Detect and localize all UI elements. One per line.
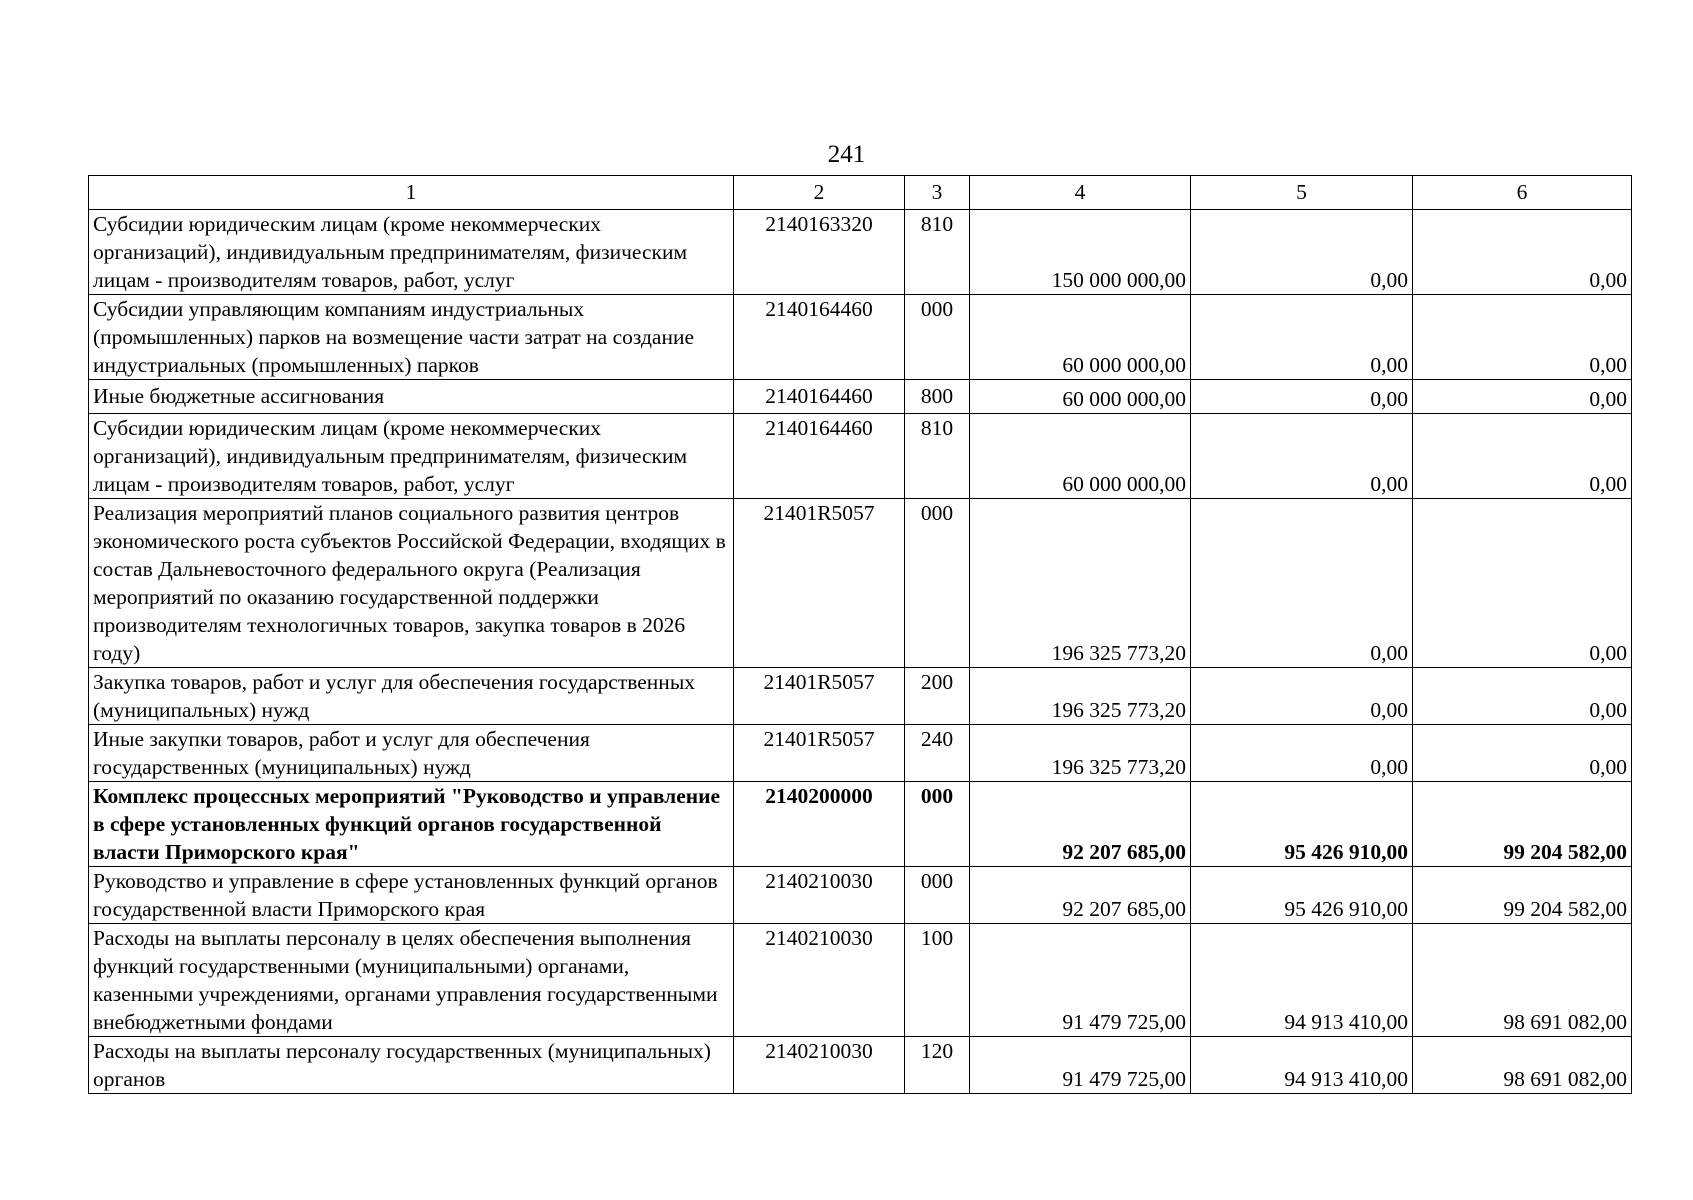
page-number: 241 (827, 141, 866, 168)
column-header-6: 6 (1413, 176, 1632, 210)
column-header-2: 2 (734, 176, 905, 210)
row-amount-col6: 0,00 (1413, 380, 1632, 414)
table-row (89, 380, 1632, 414)
table-row (89, 867, 1632, 924)
row-expense-type: 000 (905, 295, 970, 380)
row-amount-col6: 0,00 (1413, 668, 1632, 725)
row-amount-col4: 150 000 000,00 (970, 210, 1191, 295)
table-row (89, 414, 1632, 499)
row-expense-type: 240 (905, 725, 970, 782)
row-amount-col6: 0,00 (1413, 295, 1632, 380)
row-target-code: 2140210030 (734, 924, 905, 1037)
row-target-code: 2140164460 (734, 380, 905, 414)
row-amount-col5: 0,00 (1191, 725, 1413, 782)
table-row (89, 210, 1632, 295)
row-amount-col4: 60 000 000,00 (970, 295, 1191, 380)
row-amount-col5: 95 426 910,00 (1191, 867, 1413, 924)
row-expense-type: 810 (905, 210, 970, 295)
row-expense-type: 200 (905, 668, 970, 725)
row-amount-col4: 60 000 000,00 (970, 380, 1191, 414)
row-description: Реализация мероприятий планов социального развития центров экономического роста субъектов Российской Федерации, входящих в состав Дальневосточного федерального округа (Реализация мероприятий по оказанию государственной поддержки производителям технологичных товаров, закупка товаров в 2026 году) (89, 499, 734, 668)
row-target-code: 2140200000 (734, 782, 905, 867)
row-amount-col4: 196 325 773,20 (970, 725, 1191, 782)
table-row (89, 295, 1632, 380)
row-expense-type: 000 (905, 782, 970, 867)
row-description: Иные бюджетные ассигнования (89, 380, 734, 414)
column-header-5: 5 (1191, 176, 1413, 210)
row-description: Руководство и управление в сфере установленных функций органов государственной власти Приморского края (89, 867, 734, 924)
row-target-code: 21401R5057 (734, 725, 905, 782)
row-amount-col5: 94 913 410,00 (1191, 1037, 1413, 1094)
row-amount-col5: 0,00 (1191, 414, 1413, 499)
row-description: Субсидии юридическим лицам (кроме некоммерческих организаций), индивидуальным предпринимателям, физическим лицам - производителям товаров, работ, услуг (89, 210, 734, 295)
row-target-code: 2140210030 (734, 1037, 905, 1094)
row-amount-col4: 92 207 685,00 (970, 782, 1191, 867)
row-amount-col5: 0,00 (1191, 380, 1413, 414)
row-target-code: 2140210030 (734, 867, 905, 924)
table-row (89, 499, 1632, 668)
row-target-code: 21401R5057 (734, 668, 905, 725)
row-amount-col6: 98 691 082,00 (1413, 924, 1632, 1037)
row-amount-col4: 196 325 773,20 (970, 668, 1191, 725)
row-description: Иные закупки товаров, работ и услуг для обеспечения государственных (муниципальных) нужд (89, 725, 734, 782)
row-description: Расходы на выплаты персоналу в целях обеспечения выполнения функций государственными (муниципальными) органами, казенными учреждениями, органами управления государственными внебюджетными фондами (89, 924, 734, 1037)
row-description: Комплекс процессных мероприятий "Руководство и управление в сфере установленных функций органов государственной власти Приморского края" (89, 782, 734, 867)
row-target-code: 2140164460 (734, 295, 905, 380)
row-expense-type: 800 (905, 380, 970, 414)
row-expense-type: 100 (905, 924, 970, 1037)
table-row (89, 1037, 1632, 1094)
row-target-code: 2140163320 (734, 210, 905, 295)
row-amount-col6: 99 204 582,00 (1413, 782, 1632, 867)
table-row-section (89, 782, 1632, 867)
row-amount-col4: 60 000 000,00 (970, 414, 1191, 499)
row-expense-type: 000 (905, 499, 970, 668)
row-amount-col5: 0,00 (1191, 210, 1413, 295)
row-amount-col5: 0,00 (1191, 499, 1413, 668)
row-amount-col4: 92 207 685,00 (970, 867, 1191, 924)
row-description: Расходы на выплаты персоналу государственных (муниципальных) органов (89, 1037, 734, 1094)
row-amount-col6: 0,00 (1413, 210, 1632, 295)
row-amount-col6: 0,00 (1413, 725, 1632, 782)
column-header-1: 1 (89, 176, 734, 210)
row-amount-col5: 0,00 (1191, 668, 1413, 725)
table-row (89, 668, 1632, 725)
row-amount-col5: 0,00 (1191, 295, 1413, 380)
row-expense-type: 000 (905, 867, 970, 924)
header-row (89, 176, 1632, 210)
budget-table (88, 175, 1632, 1094)
row-amount-col5: 95 426 910,00 (1191, 782, 1413, 867)
row-expense-type: 810 (905, 414, 970, 499)
row-amount-col6: 0,00 (1413, 499, 1632, 668)
row-target-code: 21401R5057 (734, 499, 905, 668)
row-description: Субсидии управляющим компаниям индустриальных (промышленных) парков на возмещение части затрат на создание индустриальных (промышленных) парков (89, 295, 734, 380)
row-amount-col4: 91 479 725,00 (970, 924, 1191, 1037)
table-row (89, 924, 1632, 1037)
row-amount-col6: 99 204 582,00 (1413, 867, 1632, 924)
row-target-code: 2140164460 (734, 414, 905, 499)
row-amount-col6: 98 691 082,00 (1413, 1037, 1632, 1094)
table-row (89, 725, 1632, 782)
row-description: Закупка товаров, работ и услуг для обеспечения государственных (муниципальных) нужд (89, 668, 734, 725)
row-amount-col4: 91 479 725,00 (970, 1037, 1191, 1094)
row-amount-col5: 94 913 410,00 (1191, 924, 1413, 1037)
row-description: Субсидии юридическим лицам (кроме некоммерческих организаций), индивидуальным предпринимателям, физическим лицам - производителям товаров, работ, услуг (89, 414, 734, 499)
row-amount-col4: 196 325 773,20 (970, 499, 1191, 668)
row-amount-col6: 0,00 (1413, 414, 1632, 499)
row-expense-type: 120 (905, 1037, 970, 1094)
column-header-4: 4 (970, 176, 1191, 210)
column-header-3: 3 (905, 176, 970, 210)
